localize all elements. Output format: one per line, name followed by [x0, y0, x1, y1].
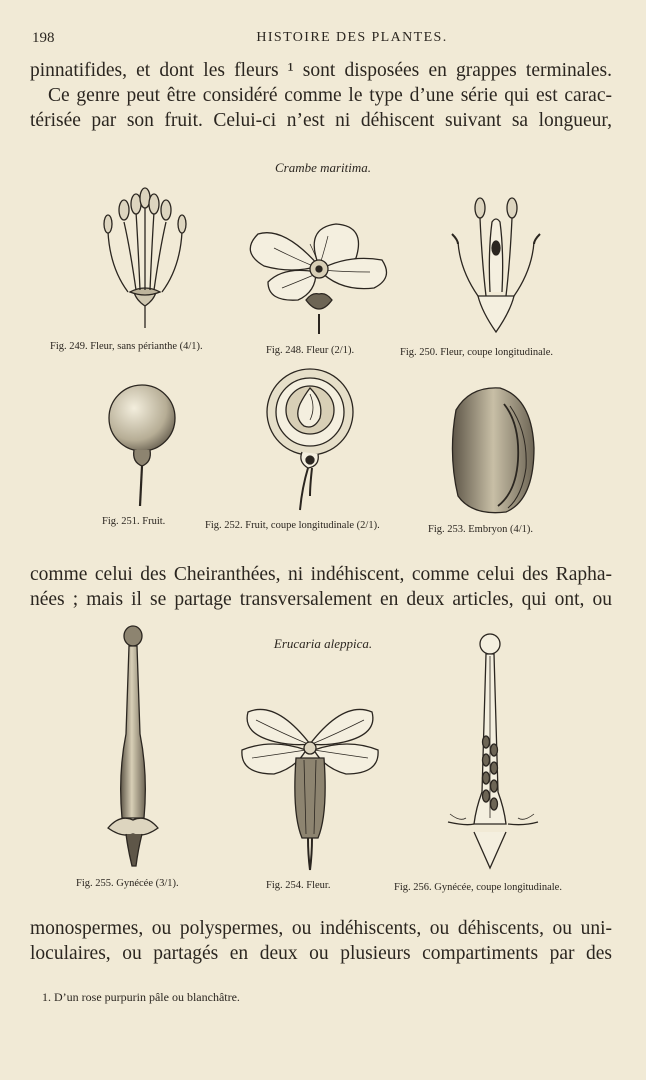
figure-256-gynoecium-section [446, 632, 542, 872]
caption-fig-252: Fig. 252. Fruit, coupe longitudinale (2/1). [205, 520, 380, 531]
text-line: loculaires, ou partagés en deux ou plusieurs compartiments par des [30, 943, 612, 964]
caption-fig-255: Fig. 255. Gynécée (3/1). [76, 878, 179, 889]
caption-fig-256: Fig. 256. Gynécée, coupe longitudinale. [394, 882, 562, 893]
text-line: comme celui des Cheiranthées, ni indéhiscent, comme celui des Rapha- [30, 564, 612, 585]
caption-fig-248: Fig. 248. Fleur (2/1). [266, 345, 355, 356]
paragraph-3 [30, 916, 612, 966]
figure-253-embryo [446, 384, 538, 518]
page-header [32, 30, 612, 52]
paragraph-2 [30, 562, 612, 612]
figure-251-fruit [106, 384, 180, 510]
paragraph-1 [30, 58, 612, 133]
text-line: térisée par son fruit. Celui-ci n’est ni déhiscent suivant sa longueur, [30, 110, 612, 131]
figure-249-flower-without-perianth [100, 188, 190, 330]
text-line: pinnatifides, et dont les fleurs ¹ sont disposées en grappes terminales. [30, 60, 612, 81]
caption-fig-249: Fig. 249. Fleur, sans périanthe (4/1). [50, 341, 203, 352]
page-number: 198 [32, 30, 55, 46]
figure-254-flower [236, 704, 384, 872]
text-line: nées ; mais il se partage transversalement en deux articles, qui ont, ou [30, 589, 612, 610]
caption-fig-253: Fig. 253. Embryon (4/1). [428, 524, 533, 535]
figure-252-fruit-section [264, 368, 356, 514]
species-heading-crambe: Crambe maritima. [274, 160, 372, 175]
figure-255-gynoecium [104, 624, 174, 872]
running-title: HISTOIRE DES PLANTES. [256, 30, 448, 45]
text-line: monospermes, ou polyspermes, ou indéhiscents, ou déhiscents, ou uni- [30, 918, 612, 939]
text-line: Ce genre peut être considéré comme le type d’une série qui est carac- [48, 85, 612, 106]
caption-fig-251: Fig. 251. Fruit. [102, 516, 166, 527]
figure-248-flower [244, 222, 394, 336]
caption-fig-254: Fig. 254. Fleur. [266, 880, 331, 891]
species-heading-erucaria: Erucaria aleppica. [273, 636, 373, 651]
caption-fig-250: Fig. 250. Fleur, coupe longitudinale. [400, 347, 553, 358]
footnote: 1. D’un rose purpurin pâle ou blanchâtre. [42, 990, 240, 1004]
figure-250-flower-section [448, 192, 544, 336]
